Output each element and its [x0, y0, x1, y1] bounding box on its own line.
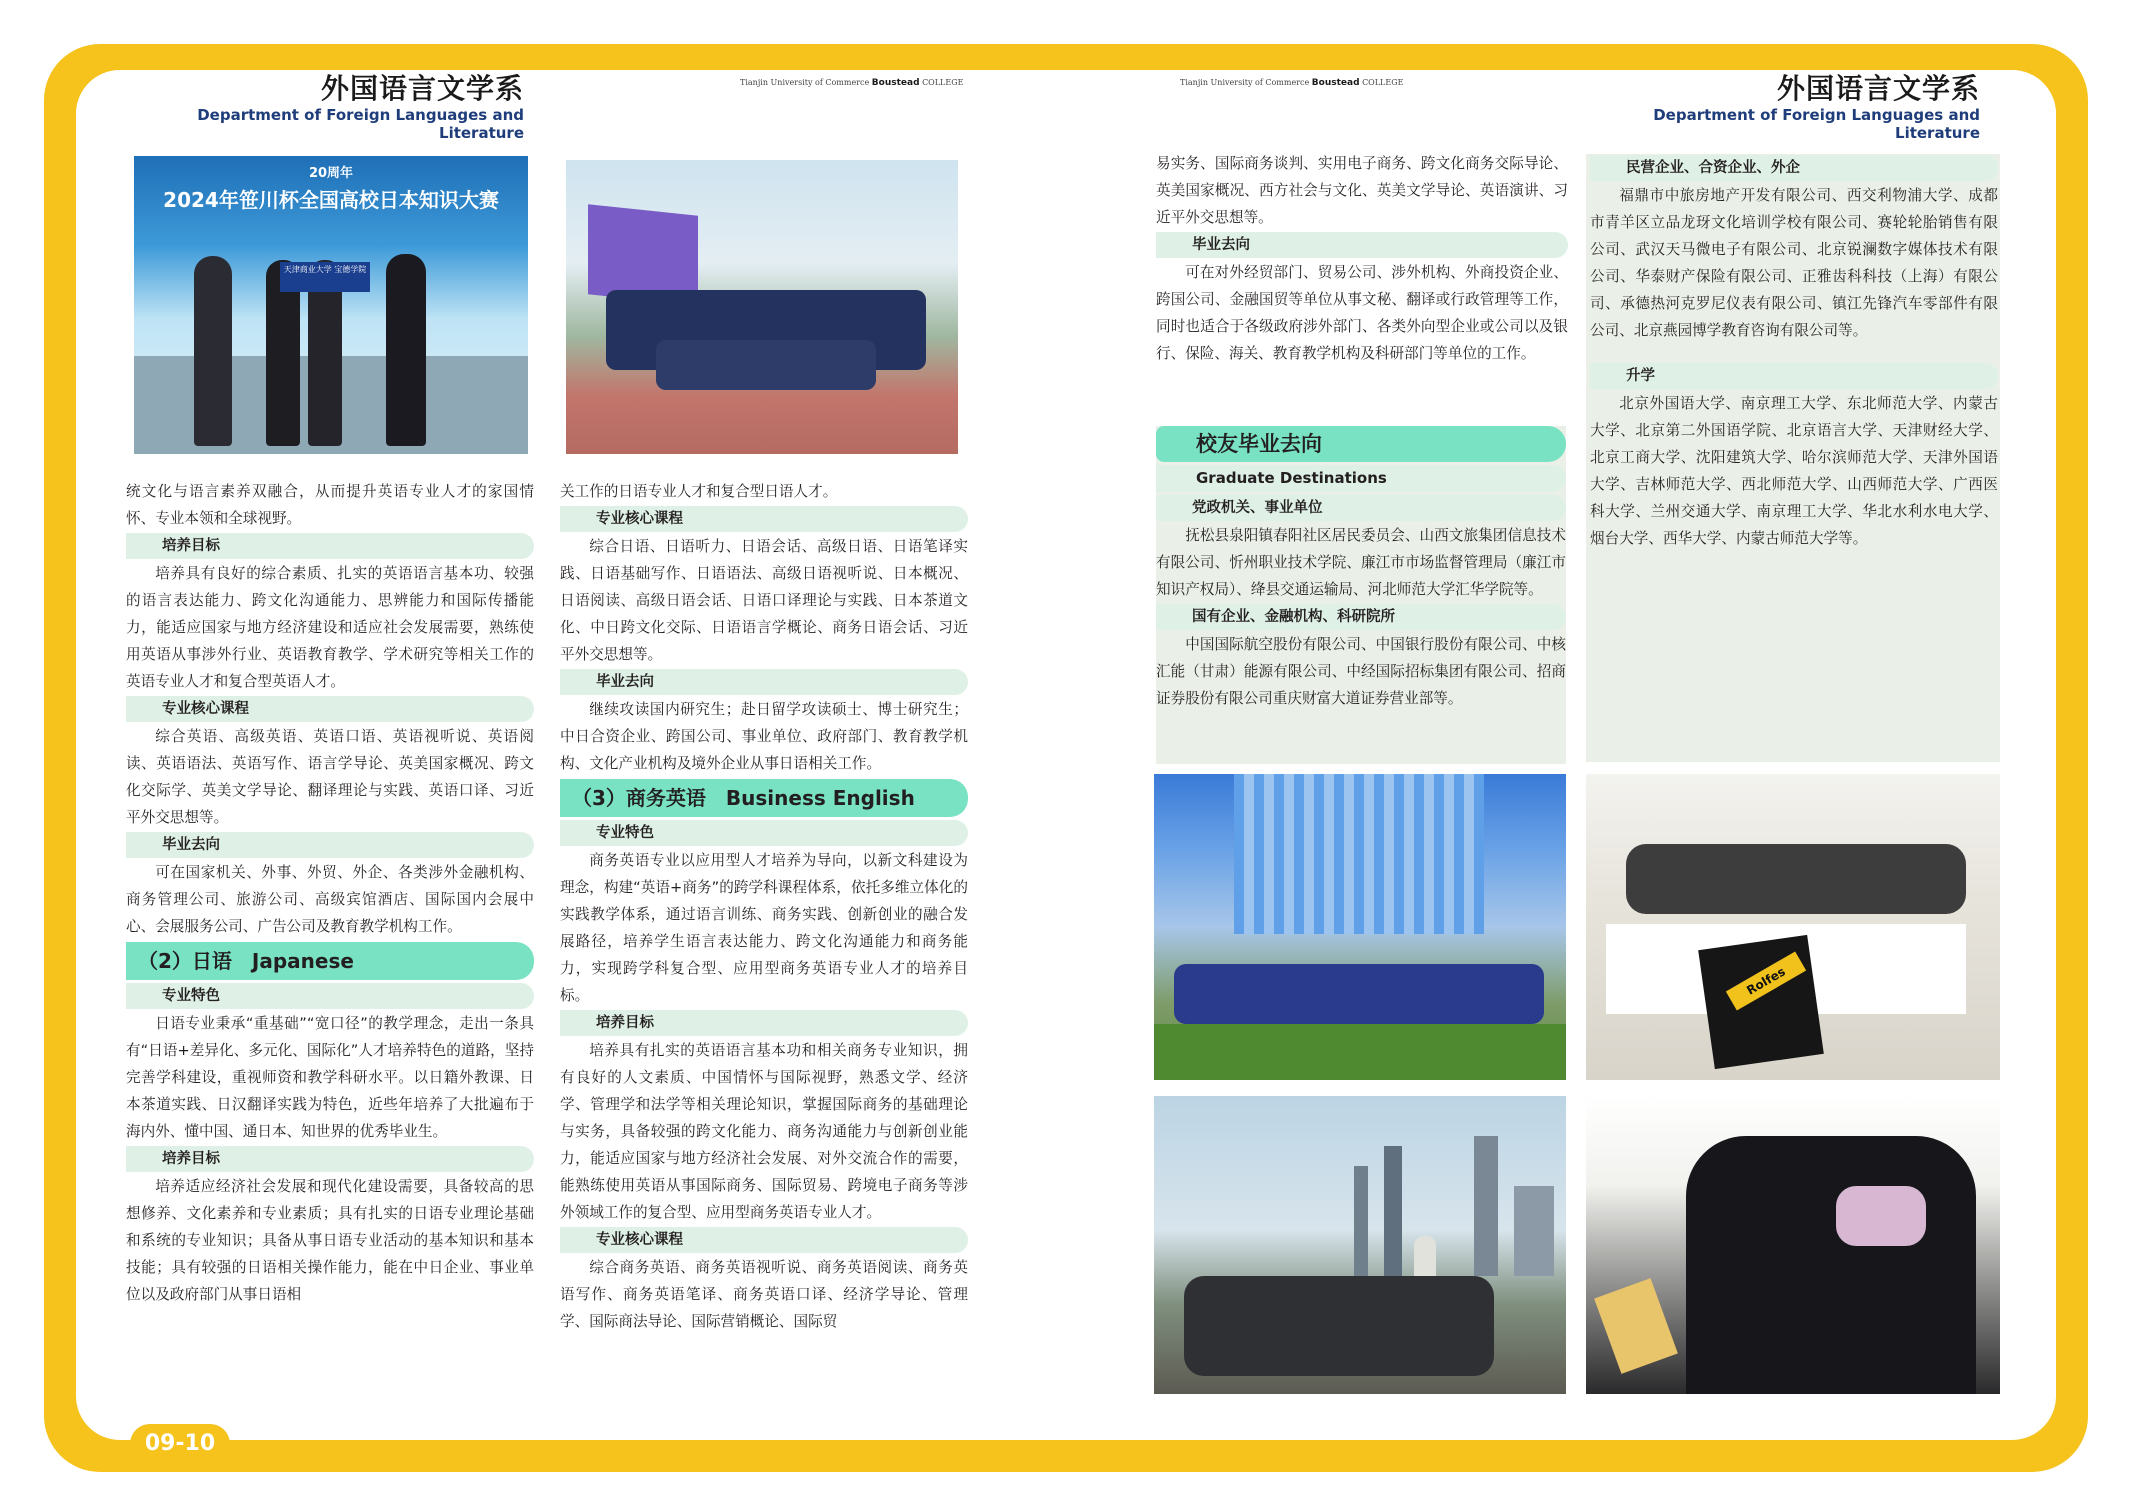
soe-destinations-text: 中国国际航空股份有限公司、中国银行股份有限公司、中核汇能（甘肃）能源有限公司、中经国际招标集团有限公司、招商证券股份有限公司重庆财富大道证券营业部等。: [1156, 636, 1566, 707]
section-label: 毕业去向: [1156, 232, 1568, 258]
contest-sign: 天津商业大学 宝德学院: [280, 262, 370, 292]
alumni-section: [1156, 426, 1566, 712]
classroom-photo: [1586, 774, 2000, 1080]
japanese-career-text: 继续攻读国内研究生；赴日留学攻读硕士、博士研究生；中日合资企业、跨国公司、事业单位、政府部门、教育教学机构、文化产业机构及境外企业从事日语相关工作。: [560, 701, 968, 772]
department-subtitle: Department of Foreign Languages and Literature: [1653, 106, 1980, 142]
section-label: 专业核心课程: [560, 1227, 968, 1253]
section-label: 国有企业、金融机构、科研院所: [1156, 604, 1566, 630]
japanese-core-text: 综合日语、日语听力、日语会话、高级日语、日语笔译实践、日语基础写作、日语语法、高级日语视听说、日本概况、日语阅读、高级日语会话、日语口译理论与实践、日本茶道文化、中日跨文化交际、日语语言学概论、商务日语会话、习近平外交思想等。: [560, 538, 968, 663]
grad-destinations-text: 北京外国语大学、南京理工大学、东北师范大学、内蒙古大学、北京第二外国语学院、北京语言大学、天津财经大学、北京工商大学、沈阳建筑大学、哈尔滨师范大学、天津外国语大学、吉林师范大学、西北师范大学、山西师范大学、广西医科大学、兰州交通大学、南京理工大学、华北水利水电大学、烟台大学、西华大学、内蒙古师范大学等。: [1590, 395, 1998, 547]
column-4: [1590, 154, 1998, 552]
graduates-stairs-photo: [1586, 1096, 2000, 1394]
section-label: 毕业去向: [560, 669, 968, 695]
gov-destinations-text: 抚松县泉阳镇春阳社区居民委员会、山西文旅集团信息技术有限公司、忻州职业技术学院、廉江市市场监督管理局（廉江市知识产权局）、绛县交通运输局、河北师范大学汇华学院等。: [1156, 527, 1566, 598]
section-label: 培养目标: [126, 1146, 534, 1172]
section-label: 专业核心课程: [126, 696, 534, 722]
japanese-feature-text: 日语专业秉承“重基础”“宽口径”的教学理念，走出一条具有“日语+差异化、多元化、国际化”人才培养特色的道路，坚持完善学科建设，重视师资和教学科研水平。以日籍外教课、日本茶道实践、日汉翻译实践为特色，近些年培养了大批遍布于海内外、懂中国、通日本、知世界的优秀毕业生。: [126, 1015, 534, 1140]
business-core-text: 综合商务英语、商务英语视听说、商务英语阅读、商务英语写作、商务英语笔译、商务英语口译、经济学导论、管理学、国际商法导论、国际营销概论、国际贸: [560, 1259, 968, 1330]
business-feature-text: 商务英语专业以应用型人才培养为导向，以新文科建设为理念，构建“英语+商务”的跨学科课程体系，依托多维立体化的实践教学体系，通过语言训练、商务实践、创新创业的融合发展路径，培养学生语言表达能力、跨文化沟通能力和商务能力，实现跨学科复合型、应用型商务英语专业人才的培养目标。: [560, 852, 968, 1004]
college-mark: Tianjin University of Commerce Boustead COLLEGE: [740, 78, 964, 88]
japanese-goal-text: 培养适应经济社会发展和现代化建设需要，具备较高的思想修养、文化素养和专业素质；具有扎实的日语专业理论基础和系统的专业知识；具备从事日语专业活动的基本知识和基本技能；具有较强的日语相关操作能力，能在中日企业、事业单位以及政府部门从事日语相: [126, 1178, 534, 1303]
section-label: 培养目标: [126, 533, 534, 559]
english-intro-text: 统文化与语言素养双融合，从而提升英语专业人才的家国情怀、专业本领和全球视野。: [126, 483, 534, 527]
business-career-text: 可在对外经贸部门、贸易公司、涉外机构、外商投资企业、跨国公司、金融国贸等单位从事文秘、翻译或行政管理等工作，同时也适合于各级政府涉外部门、各类外向型企业或公司以及银行、保险、海关、教育教学机构及科研部门等单位的工作。: [1156, 264, 1568, 362]
section-label: 毕业去向: [126, 832, 534, 858]
contest-photo: 20周年 2024年笹川杯全国高校日本知识大赛 天津商业大学 宝德学院: [134, 156, 528, 454]
college-mark: Tianjin University of Commerce Boustead COLLEGE: [1180, 78, 1404, 88]
bag-label: Rolfes: [1726, 951, 1806, 1010]
graduation-lawn-photo: [1154, 774, 1566, 1080]
skyline-photo: [1154, 1096, 1566, 1394]
section-label: 民营企业、合资企业、外企: [1590, 155, 1998, 181]
page-header-right: [1600, 72, 1980, 142]
english-goal-text: 培养具有良好的综合素质、扎实的英语语言基本功、较强的语言表达能力、跨文化沟通能力、思辨能力和国际传播能力，能适应国家与地方经济建设和适应社会发展需要，熟练使用英语从事涉外行业、英语教育教学、学术研究等相关工作的英语专业人才和复合型英语人才。: [126, 565, 534, 690]
column-2: [560, 478, 968, 1335]
section-label: 专业核心课程: [560, 506, 968, 532]
alumni-subtitle: Graduate Destinations: [1156, 465, 1566, 492]
major-title-japanese: （2）日语 Japanese: [126, 942, 534, 980]
major-title-business-english: （3）商务英语 Business English: [560, 779, 968, 817]
section-label: 培养目标: [560, 1010, 968, 1036]
team-photo: [566, 160, 958, 454]
business-intro-text: 易实务、国际商务谈判、实用电子商务、跨文化商务交际导论、英美国家概况、西方社会与文化、英美文学导论、英语演讲、习近平外交思想等。: [1156, 155, 1568, 226]
english-career-text: 可在国家机关、外事、外贸、外企、各类涉外金融机构、商务管理公司、旅游公司、高级宾馆酒店、国际国内会展中心、会展服务公司、广告公司及教育教学机构工作。: [126, 864, 534, 935]
section-label: 专业特色: [126, 983, 534, 1009]
section-label: 专业特色: [560, 820, 968, 846]
page-header-left: [120, 72, 524, 142]
department-subtitle: Department of Foreign Languages and Literature: [197, 106, 524, 142]
private-destinations-text: 福鼎市中旅房地产开发有限公司、西交利物浦大学、成都市青羊区立品龙玡文化培训学校有限公司、赛轮轮胎销售有限公司、武汉天马微电子有限公司、北京锐澜数字媒体技术有限公司、华泰财产保险有限公司、正雅齿科科技（上海）有限公司、承德热河克罗尼仪表有限公司、镇江先锋汽车零部件有限公司、北京燕园博学教育咨询有限公司等。: [1590, 187, 1998, 339]
section-label: 升学: [1590, 363, 1998, 389]
business-goal-text: 培养具有扎实的英语语言基本功和相关商务专业知识，拥有良好的人文素质、中国情怀与国际视野，熟悉文学、经济学、管理学和法学等相关理论知识，掌握国际商务的基础理论与实务，具备较强的跨文化能力、商务沟通能力与创新创业能力，能适应国家与地方经济社会发展、对外交流合作的需要，能熟练使用英语从事国际商务、国际贸易、跨境电子商务等涉外领域工作的复合型、应用型商务英语专业人才。: [560, 1042, 968, 1221]
alumni-title: 校友毕业去向: [1156, 426, 1566, 462]
department-title: 外国语言文学系: [320, 72, 524, 105]
column-3: [1156, 150, 1568, 367]
department-title: 外国语言文学系: [1776, 72, 1980, 105]
column-1: [126, 478, 534, 1308]
section-label: 党政机关、事业单位: [1156, 495, 1566, 521]
japanese-intro-text: 关工作的日语专业人才和复合型日语人才。: [560, 483, 838, 500]
english-core-text: 综合英语、高级英语、英语口语、英语视听说、英语阅读、英语语法、英语写作、语言学导论、英美国家概况、跨文化交际学、英美文学导论、翻译理论与实践、英语口译、习近平外交思想等。: [126, 728, 534, 826]
page-number: 09-10: [130, 1424, 230, 1462]
